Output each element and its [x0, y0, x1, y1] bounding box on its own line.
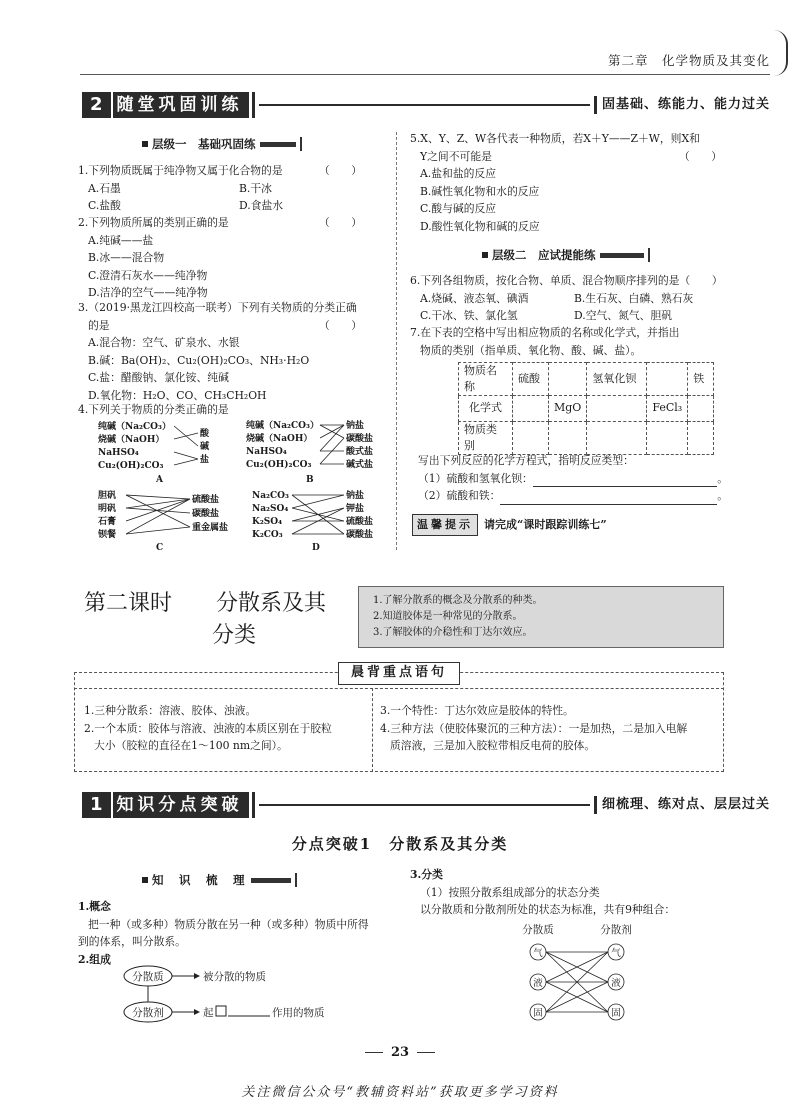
q4b-right-0: 钠盐 — [346, 421, 365, 431]
promo-text: 关注微信公众号“教辅资料站”获取更多学习资料 — [241, 1085, 559, 1100]
fzz-desc: 被分散的物质 — [203, 971, 266, 983]
q4d-right-3: 碳酸盐 — [346, 530, 374, 540]
question-1: 1.下列物质既属于纯净物又属于化合物的是 （ ） A.石墨 B.干冰 C.盐酸 D.食盐水 — [78, 164, 362, 212]
question-3: 3.（2019·黑龙江四校高一联考）下列有关物质的分类正确 的是 （ ） A.混合物：空气、矿泉水、水银 B.碱：Ba(OH)₂、Cu₂(OH)₂CO₃、NH₃·H₂O C.盐：醋酸钠、氯化铵、纯碱 D.氧化物：H₂O、CO、CH₃CH₂OH — [78, 301, 362, 402]
q4d-left-2: K₂SO₄ — [252, 517, 283, 527]
fsj-label: 分散剂 — [132, 1007, 164, 1019]
state-left-1: 液 — [533, 978, 543, 989]
knowledge-banner — [82, 792, 770, 818]
q4c-left-1: 明矾 — [98, 504, 117, 514]
q4b-left-1: 烧碱（NaOH） — [246, 434, 313, 444]
table-row: 物质类别 — [459, 421, 714, 454]
state-left-0: 气 — [533, 948, 543, 959]
q4b-right-3: 碱式盐 — [346, 460, 374, 470]
banner-line — [259, 104, 590, 106]
question-4-stem: 4.下列关于物质的分类正确的是 — [78, 403, 229, 416]
header-rule — [80, 74, 770, 75]
q4a-right-0: 酸 — [200, 429, 210, 439]
q4c-left-0: 胆矾 — [98, 491, 117, 501]
tip-text: 请完成“课时跟踪训练七” — [484, 518, 607, 531]
col-left: 分散质 — [522, 924, 554, 936]
q4c-right-0: 硫酸盐 — [192, 495, 220, 505]
q4a-left-3: Cu₂(OH)₂CO₃ — [98, 461, 164, 471]
banner-number: 1 — [82, 792, 111, 818]
q4b-left-3: Cu₂(OH)₂CO₃ — [246, 460, 312, 470]
question-7: 7.在下表的空格中写出相应物质的名称或化学式，并指出 物质的类别（指单质、氧化物、酸、碱、盐）。 — [410, 326, 680, 357]
q4a-left-2: NaHSO₄ — [98, 448, 139, 458]
square-icon — [142, 141, 148, 147]
state-right-2: 固 — [611, 1008, 621, 1019]
banner-number: 2 — [82, 92, 111, 118]
fsj-desc: 作用的物质 — [272, 1007, 325, 1019]
question-2: 2.下列物质所属的类别正确的是 （ ） A.纯碱——盐 B.冰——混合物 C.澄清石灰水——纯净物 D.洁净的空气——纯净物 — [78, 216, 362, 299]
q4a-right-1: 碱 — [200, 442, 210, 452]
knowledge-concept: 1.概念 把一种（或多种）物质分散在另一种（或多种）物质中所得 到的体系，叫分散系。 2.组成 — [78, 900, 369, 966]
col-right: 分散剂 — [600, 924, 632, 936]
composition-diagram — [120, 964, 380, 1028]
square-icon — [142, 877, 148, 883]
q4b-right-2: 酸式盐 — [346, 447, 374, 457]
table-row: 物质名称 硫酸 氢氧化钡 铁 — [459, 363, 714, 396]
banner-title: 随堂巩固训练 — [111, 92, 249, 118]
q4d-right-2: 硫酸盐 — [346, 517, 374, 527]
banner-tagline: 细梳理、练对点、层层过关 — [594, 796, 770, 815]
state-left-2: 固 — [533, 1008, 543, 1019]
q4a-left-1: 烧碱（NaOH） — [98, 435, 165, 445]
header-curve — [774, 30, 788, 76]
level2-heading: 层级二 应试提能练 — [482, 247, 650, 264]
chapter-header: 第二章 化学物质及其变化 — [607, 53, 770, 68]
sort-heading: 知 识 梳 理 — [142, 872, 297, 889]
level1-heading: 层级一 基础巩固练 — [142, 136, 302, 153]
page-number: 23 — [0, 1044, 800, 1063]
answer-line[interactable] — [533, 473, 717, 487]
fsj-pre: 起 — [203, 1007, 214, 1019]
consolidation-banner — [82, 92, 770, 118]
state-right-1: 液 — [611, 978, 621, 989]
q4c-left-2: 石膏 — [98, 517, 117, 527]
banner-title: 知识分点突破 — [111, 792, 249, 818]
q4-diagrams — [92, 418, 388, 553]
banner-tagline: 固基础、练能力、能力过关 — [594, 96, 770, 115]
state-right-0: 气 — [611, 948, 621, 959]
q4b-label: B — [306, 475, 314, 485]
square-icon — [482, 252, 488, 258]
q4a-label: A — [156, 475, 163, 485]
tip-box — [412, 514, 607, 536]
combination-diagram — [512, 922, 642, 1022]
lesson-goals: 1.了解分散系的概念及分散系的种类。 2.知道胶体是一种常见的分散系。 3.了解胶体的介稳性和丁达尔效应。 — [358, 586, 724, 648]
q4c-right-1: 碳酸盐 — [192, 509, 220, 519]
q4c-label: C — [156, 543, 164, 553]
q4d-right-0: 钠盐 — [346, 491, 365, 501]
banner-line — [259, 804, 590, 806]
q4d-left-0: Na₂CO₃ — [252, 491, 289, 501]
question-5: 5.X、Y、Z、W各代表一种物质，若X＋Y——Z＋W，则X和 Y之间不可能是 （ ） A.盐和盐的反应 B.碱性氧化物和水的反应 C.酸与碱的反应 D.酸性氧化物和碱的反应 — [410, 132, 722, 233]
point-title: 分点突破1 分散系及其分类 — [291, 835, 509, 853]
q4d-left-3: K₂CO₃ — [252, 530, 283, 540]
column-divider — [396, 132, 397, 550]
recite-right: 3.一个特性：丁达尔效应是胶体的特性。 4.三种方法（使胶体聚沉的三种方法）：一是加热，二是加入电解 质溶液，三是加入胶粒带相反电荷的胶体。 — [380, 704, 688, 752]
question-6: 6.下列各组物质，按化合物、单质、混合物顺序排列的是（ ） A.烧碱、液态氧、碘酒 B.生石灰、白磷、熟石灰 C.干冰、铁、氯化氢 D.空气、氮气、胆矾 — [410, 274, 723, 322]
table-row: 化学式 MgO FeCl₃ — [459, 395, 714, 421]
recite-left: 1.三种分散系：溶液、胶体、浊液。 2.一个本质：胶体与溶液、浊液的本质区别在于胶粒 大小（胶粒的直径在1～100 nm之间）。 — [84, 704, 332, 752]
q4d-right-1: 钾盐 — [346, 504, 365, 514]
q4a-right-2: 盐 — [200, 455, 210, 465]
q4d-label: D — [312, 543, 320, 553]
question-7-equations: 写出下列反应的化学方程式，指明反应类型： （1）硫酸和氢氧化钡： 。 （2）硫酸和铁： 。 — [418, 452, 728, 505]
knowledge-classification: 3.分类 （1）按照分散系组成部分的状态分类 以分散质和分散剂所处的状态为标准，共有9种组合： — [410, 868, 676, 916]
fzz-label: 分散质 — [132, 971, 164, 983]
q4b-right-1: 碳酸盐 — [346, 434, 374, 444]
q4a-left-0: 纯碱（Na₂CO₃） — [98, 422, 171, 432]
q4d-left-1: Na₂SO₄ — [252, 504, 289, 514]
q4b-left-2: NaHSO₄ — [246, 447, 287, 457]
q4b-left-0: 纯碱（Na₂CO₃） — [246, 421, 319, 431]
q4c-left-3: 钡餐 — [98, 530, 117, 540]
q7-table — [458, 362, 714, 455]
answer-line[interactable] — [500, 491, 717, 505]
q4c-right-2: 重金属盐 — [192, 523, 229, 533]
lesson-title: 第二课时 分散系及其 分类 — [84, 591, 327, 648]
recite-title: 晨背重点语句 — [338, 662, 460, 685]
tip-label: 温馨提示 — [412, 514, 478, 536]
